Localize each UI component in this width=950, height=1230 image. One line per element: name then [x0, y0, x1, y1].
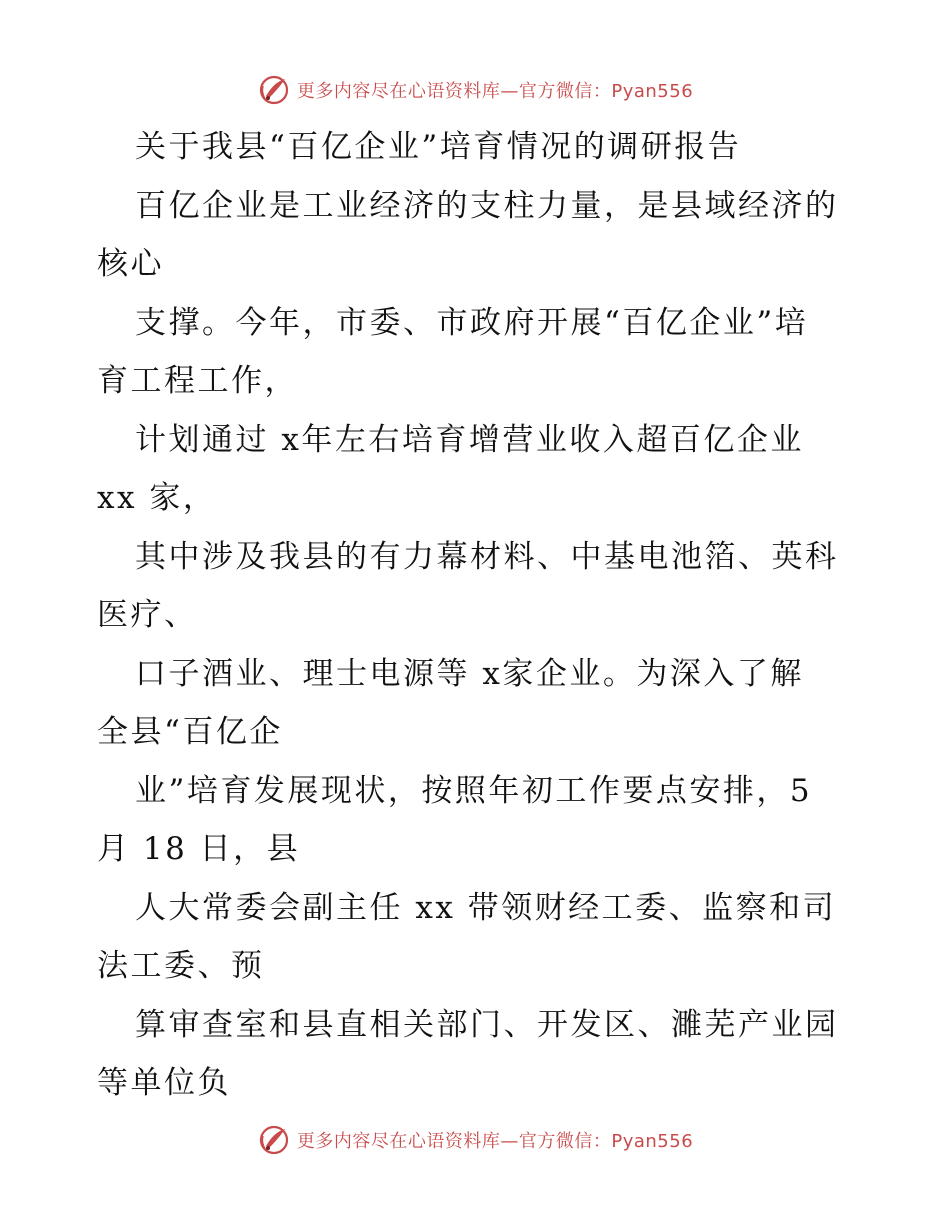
document-line: 支撑。今年，市委、市政府开展“百亿企业”培 [135, 304, 809, 341]
banner-separator: — [500, 1131, 519, 1152]
document-body [97, 118, 857, 1113]
document-line: 医疗、 [97, 597, 198, 633]
document-line: 核心 [97, 246, 164, 282]
document-line: 口子酒业、理士电源等 x家企业。为深入了解 [135, 655, 804, 692]
pen-logo-icon [257, 72, 293, 108]
banner-text [297, 77, 693, 103]
banner-title: 更多内容尽在心语资料库 [296, 81, 501, 102]
document-line: 育工程工作， [97, 363, 298, 399]
document-line: 业”培育发展现状，按照年初工作要点安排，5 [135, 772, 813, 809]
banner-wechat-label: 官方微信： [518, 1131, 612, 1152]
document-line: 等单位负 [97, 1065, 231, 1101]
footer-banner [0, 1120, 950, 1160]
banner-text [297, 1127, 693, 1153]
banner-wechat-handle: Pyan556 [611, 1131, 694, 1152]
document-line: 计划通过 x年左右培育增营业收入超百亿企业 [135, 421, 804, 458]
document-line: 月 18 日，县 [97, 831, 301, 867]
document-line: xx 家， [97, 480, 217, 516]
document-title: 关于我县“百亿企业”培育情况的调研报告 [135, 129, 742, 165]
document-line: 全县“百亿企 [97, 714, 283, 750]
document-line: 算审查室和县直相关部门、开发区、濉芜产业园 [135, 1006, 839, 1043]
document-line: 其中涉及我县的有力幕材料、中基电池箔、英科 [135, 538, 839, 575]
banner-title: 更多内容尽在心语资料库 [296, 1131, 501, 1152]
banner-wechat-label: 官方微信： [518, 81, 612, 102]
document-line: 人大常委会副主任 xx 带领财经工委、监察和司 [135, 889, 837, 926]
banner-wechat-handle: Pyan556 [611, 81, 694, 102]
document-line: 法工委、预 [97, 948, 265, 984]
banner-separator: — [500, 81, 519, 102]
document-line: 百亿企业是工业经济的支柱力量，是县域经济的 [135, 187, 839, 224]
header-banner [0, 70, 950, 110]
pen-logo-icon [257, 1122, 293, 1158]
